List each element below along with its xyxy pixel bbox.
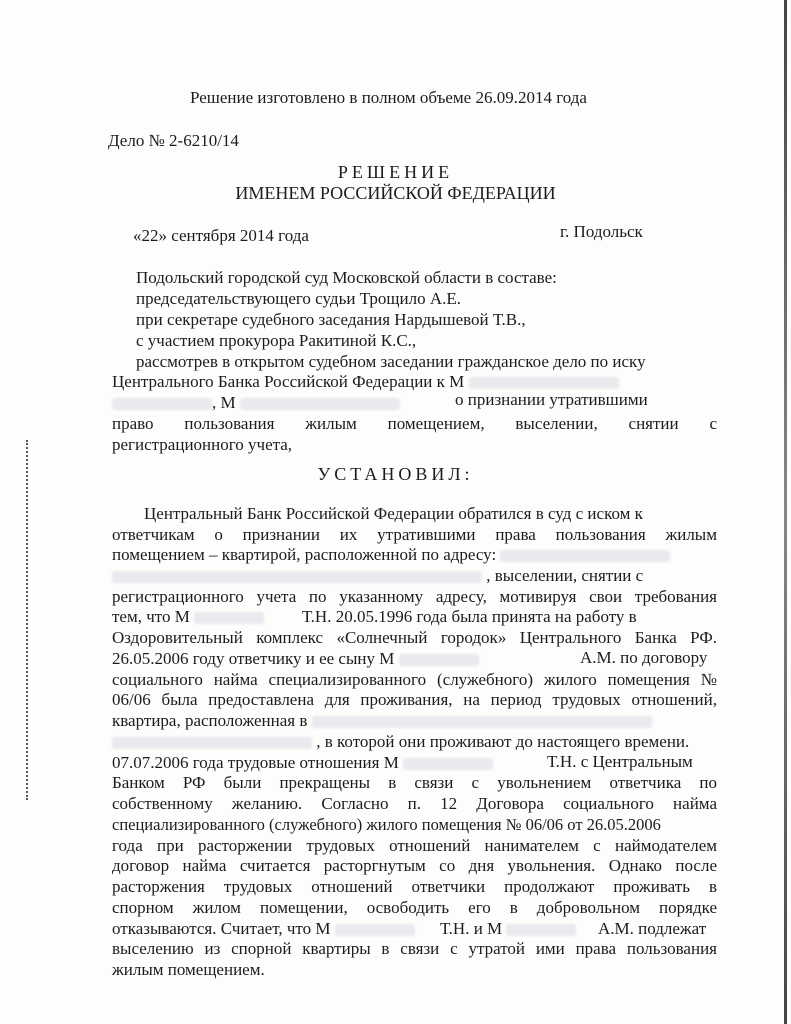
intro-line-1: рассмотрев в открытом судебном заседании гражданское дело по иску [136,352,646,371]
decision-city: г. Подольск [560,222,643,241]
intro-line-3: , М [112,393,400,413]
body-line-21: отказываются. Считает, что М [112,919,415,939]
redacted-name [399,654,479,666]
body-line-3: помещением – квартирой, расположенной по адресу: [112,545,670,565]
body-line-18: договор найма считается расторгнутым со дня увольнения. Однако после [112,856,717,875]
intro-line-2: Центрального Банка Российской Федерации к М [112,372,619,392]
document-subtitle: ИМЕНЕМ РОССИЙСКОЙ ФЕДЕРАЦИИ [235,183,556,203]
redacted-name [403,758,493,770]
body-line-14: Банком РФ были прекращены в связи с увольнением ответчика по [112,773,717,792]
body-line-22: выселению из спорной квартиры в связи с утратой ими права пользования [112,939,717,958]
court-line-2: председательствующего судьи Трощило А.Е. [136,289,461,308]
redacted-address [112,737,312,749]
intro-line-3b: о признании утратившими [455,390,648,409]
redacted-name [469,377,619,389]
header-note: Решение изготовлено в полном объеме 26.09.2014 года [190,88,587,107]
body-line-17: года при расторжении трудовых отношений нанимателем с наймодателем [112,836,717,855]
section-heading: УСТАНОВИЛ: [317,464,474,484]
body-line-6b: Т.Н. 20.05.1996 года была принята на работу в [302,607,637,626]
body-line-16: специализированного (служебного) жилого помещения № 06/06 от 26.05.2006 [112,815,661,834]
body-line-8b: А.М. по договору [580,648,708,667]
decision-date: «22» сентября 2014 года [133,226,309,245]
body-line-8: 26.05.2006 году ответчику и ее сыну М [112,649,479,669]
body-line-15: собственному желанию. Согласно п. 12 Договора социального найма [112,794,717,813]
intro-line-4: право пользования жилым помещением, выселении, снятии с [112,414,717,433]
binding-holes [26,440,42,800]
body-line-1: Центральный Банк Российской Федерации обратился в суд с иском к [144,504,643,523]
body-line-13b: Т.Н. с Центральным [547,752,693,771]
body-line-7: Оздоровительный комплекс «Солнечный городок» Центрального Банка РФ. [112,628,717,647]
intro-line-5: регистрационного учета, [112,435,293,454]
document-title: РЕШЕНИЕ [337,162,454,182]
body-line-12: , в которой они проживают до настоящего времени. [112,732,689,752]
redacted-name [335,924,415,936]
body-line-11: квартира, расположенная в [112,711,652,731]
body-line-10: 06/06 была предоставлена для проживания, на период трудовых отношений, [112,690,717,709]
redacted-name [506,924,576,936]
body-line-21b: Т.Н. и М [440,919,576,939]
body-line-6: тем, что М [112,607,264,627]
body-line-13: 07.07.2006 года трудовые отношения М [112,753,493,773]
redacted-address [312,716,652,728]
redacted-name [194,612,264,624]
body-line-5: регистрационного учета по указанному адресу, мотивируя свои требования [112,587,717,606]
case-number: Дело № 2-6210/14 [108,131,239,150]
body-line-23: жилым помещением. [112,960,265,979]
body-line-9: социального найма специализированного (служебного) жилого помещения № [112,670,717,689]
body-line-2: ответчикам о признании их утратившими права пользования жилым [112,525,717,544]
body-line-20: спорном жилом помещении, освободить его в добровольном порядке [112,898,717,917]
court-line-3: при секретаре судебного заседания Нардышевой Т.В., [136,310,526,329]
redacted-name [240,398,400,410]
redacted-address [112,571,482,583]
court-line-4: с участием прокурора Ракитиной К.С., [136,331,417,350]
court-line-1: Подольский городской суд Московской области в составе: [136,268,557,287]
redacted-name [112,398,212,410]
body-line-4: , выселении, снятии с [112,566,643,586]
body-line-19: расторжения трудовых отношений ответчики продолжают проживать в [112,877,717,896]
body-line-21c: А.М. подлежат [598,919,707,938]
redacted-address [500,550,670,562]
page-edge [784,0,787,1024]
